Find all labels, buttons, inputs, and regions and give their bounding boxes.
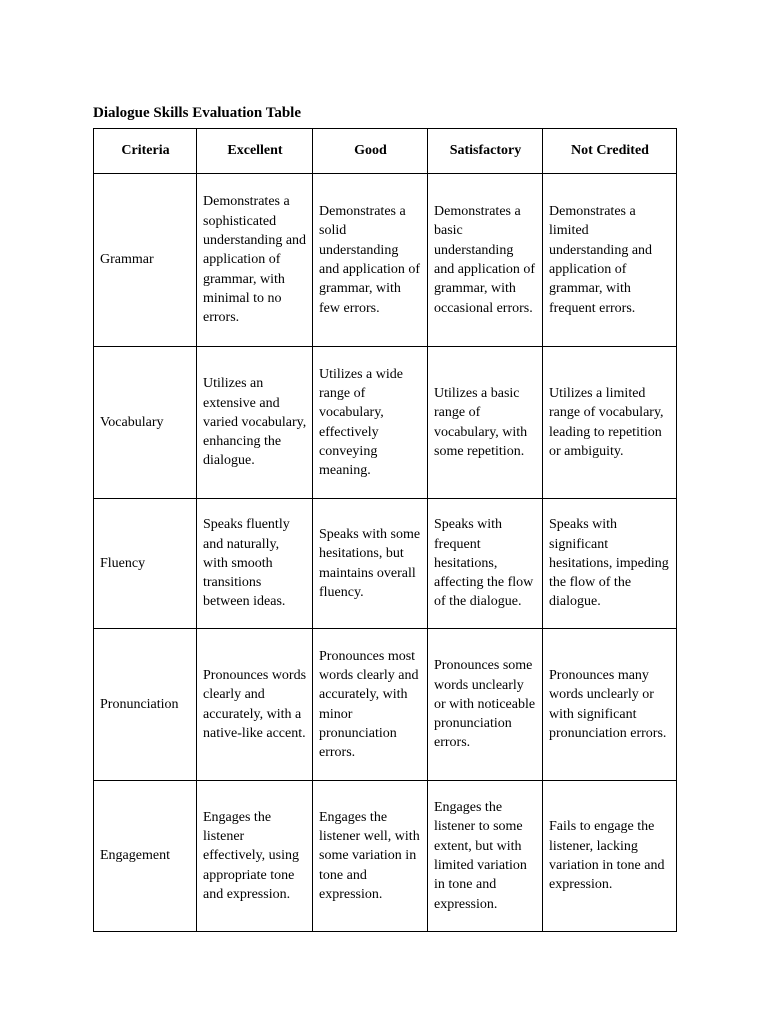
good-cell: Pronounces most words clearly and accurately, with minor pronunciation errors. xyxy=(313,629,428,781)
criteria-cell: Engagement xyxy=(94,781,197,932)
not-credited-cell: Utilizes a limited range of vocabulary, leading to repetition or ambiguity. xyxy=(543,347,677,499)
table-row xyxy=(94,629,677,781)
not-credited-cell: Pronounces many words unclearly or with significant pronunciation errors. xyxy=(543,629,677,781)
header-not-credited: Not Credited xyxy=(543,129,677,174)
criteria-cell: Fluency xyxy=(94,499,197,629)
table-row xyxy=(94,347,677,499)
good-cell: Utilizes a wide range of vocabulary, effectively conveying meaning. xyxy=(313,347,428,499)
good-cell: Demonstrates a solid understanding and application of grammar, with few errors. xyxy=(313,174,428,347)
table-row xyxy=(94,781,677,932)
satisfactory-cell: Engages the listener to some extent, but with limited variation in tone and expression. xyxy=(428,781,543,932)
table-row xyxy=(94,499,677,629)
header-criteria: Criteria xyxy=(94,129,197,174)
excellent-cell: Engages the listener effectively, using appropriate tone and expression. xyxy=(197,781,313,932)
good-cell: Engages the listener well, with some variation in tone and expression. xyxy=(313,781,428,932)
evaluation-table xyxy=(93,128,677,932)
excellent-cell: Speaks fluently and naturally, with smooth transitions between ideas. xyxy=(197,499,313,629)
header-row xyxy=(94,129,677,174)
criteria-cell: Grammar xyxy=(94,174,197,347)
good-cell: Speaks with some hesitations, but maintains overall fluency. xyxy=(313,499,428,629)
criteria-cell: Pronunciation xyxy=(94,629,197,781)
excellent-cell: Demonstrates a sophisticated understanding and application of grammar, with minimal to no errors. xyxy=(197,174,313,347)
header-satisfactory: Satisfactory xyxy=(428,129,543,174)
table-row xyxy=(94,174,677,347)
excellent-cell: Pronounces words clearly and accurately, with a native-like accent. xyxy=(197,629,313,781)
not-credited-cell: Demonstrates a limited understanding and application of grammar, with frequent errors. xyxy=(543,174,677,347)
header-excellent: Excellent xyxy=(197,129,313,174)
not-credited-cell: Speaks with significant hesitations, impeding the flow of the dialogue. xyxy=(543,499,677,629)
satisfactory-cell: Speaks with frequent hesitations, affecting the flow of the dialogue. xyxy=(428,499,543,629)
page-title: Dialogue Skills Evaluation Table xyxy=(93,105,301,121)
satisfactory-cell: Utilizes a basic range of vocabulary, with some repetition. xyxy=(428,347,543,499)
not-credited-cell: Fails to engage the listener, lacking variation in tone and expression. xyxy=(543,781,677,932)
excellent-cell: Utilizes an extensive and varied vocabulary, enhancing the dialogue. xyxy=(197,347,313,499)
satisfactory-cell: Demonstrates a basic understanding and application of grammar, with occasional errors. xyxy=(428,174,543,347)
criteria-cell: Vocabulary xyxy=(94,347,197,499)
satisfactory-cell: Pronounces some words unclearly or with noticeable pronunciation errors. xyxy=(428,629,543,781)
header-good: Good xyxy=(313,129,428,174)
